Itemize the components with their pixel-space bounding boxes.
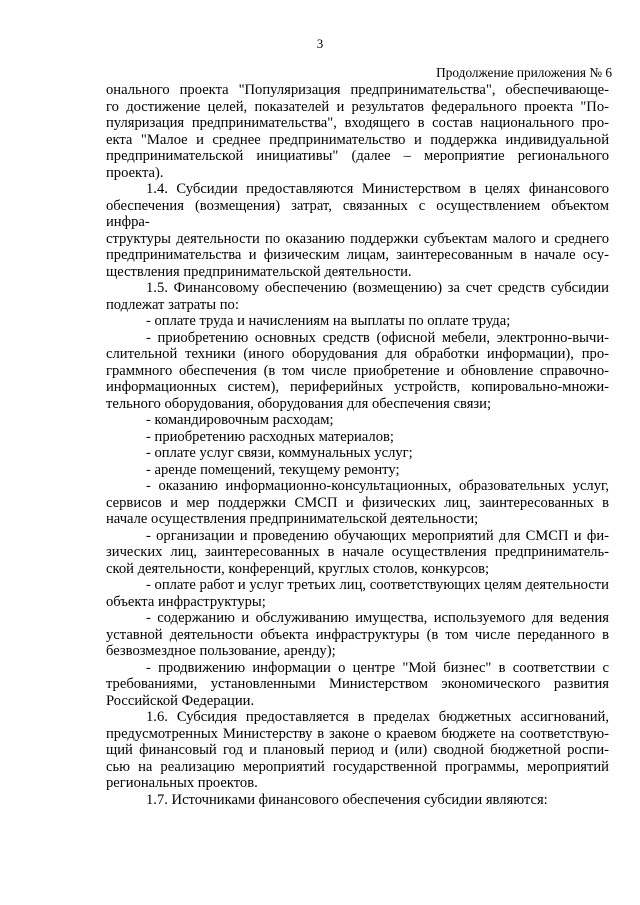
text-line: объекта инфраструктуры; — [106, 593, 266, 610]
text-line: екта "Малое и среднее предпринимательство и поддержка индивидуальной — [106, 131, 609, 148]
text-line: онального проекта "Популяризация предпринимательства", обеспечивающе- — [106, 82, 609, 98]
text-line: информационных систем), периферийных устройств, копировально-множи- — [106, 379, 609, 395]
text-line: го достижение целей, показателей и результатов федерального проекта "По- — [106, 98, 609, 115]
text-line: проекта). — [106, 164, 164, 181]
text-line: предусмотренных Министерству в законе о краевом бюджете на соответствую- — [106, 725, 609, 742]
text-line: - приобретению основных средств (офисной мебели, электронно-вычи- — [146, 329, 609, 346]
text-line: подлежат затраты по: — [106, 296, 239, 313]
text-line: ской деятельности, конференций, круглых столов, конкурсов; — [106, 560, 490, 577]
text-line: тельного оборудования, оборудования для обеспечения связи; — [106, 395, 492, 412]
text-line: граммного обеспечения (в том числе приобретение и обновление справочно- — [106, 362, 609, 379]
text-line: обеспечения (возмещения) затрат, связанных с осуществлением объектом инфра- — [106, 197, 609, 230]
text-line: - командировочным расходам; — [146, 412, 334, 428]
text-line: региональных проектов. — [106, 775, 258, 791]
text-line: структуры деятельности по оказанию поддержки субъектам малого и среднего — [106, 230, 609, 247]
appendix-continuation-header: Продолжение приложения № 6 — [436, 65, 612, 80]
text-line: - приобретению расходных материалов; — [146, 428, 394, 445]
text-line: ществления предпринимательской деятельности. — [106, 263, 412, 280]
text-line: - оплате работ и услуг третьих лиц, соответствующих целям деятельности — [146, 577, 609, 593]
text-line: пуляризация предпринимательства", входящего в состав национального про- — [106, 115, 609, 131]
text-line: - содержанию и обслуживанию имущества, используемого для ведения — [146, 610, 609, 626]
text-line: - продвижению информации о центре "Мой бизнес" в соответствии с — [146, 659, 609, 676]
text-line: безвозмездное пользование, аренду); — [106, 643, 336, 659]
text-line: 1.5. Финансовому обеспечению (возмещению) за счет средств субсидии — [146, 280, 609, 296]
text-line: зических лиц, заинтересованных в начале осуществления предприниматель- — [106, 544, 609, 560]
text-line: уставной деятельности объекта инфраструктуры (в том числе переданного в — [106, 626, 609, 643]
text-line: 1.4. Субсидии предоставляются Министерством в целях финансового — [146, 181, 609, 197]
text-line: - аренде помещений, текущему ремонту; — [146, 461, 400, 478]
text-line: 1.7. Источниками финансового обеспечения субсидии являются: — [146, 791, 548, 808]
text-line: сервисов и мер поддержки СМСП и физических лиц, заинтересованных в — [106, 494, 609, 511]
text-line: начале осуществления предпринимательской деятельности; — [106, 511, 479, 527]
text-line: 1.6. Субсидия предоставляется в пределах бюджетных ассигнований, — [146, 709, 609, 725]
document-body — [106, 82, 609, 808]
text-line: слительной техники (иного оборудования для обработки информации), про- — [106, 346, 609, 362]
text-line: сью на реализацию мероприятий государственной программы, мероприятий — [106, 758, 609, 775]
text-line: - оказанию информационно-консультационных, образовательных услуг, — [146, 478, 609, 494]
text-line: предпринимательской инициативы" (далее – мероприятие регионального — [106, 148, 609, 164]
text-line: - организации и проведению обучающих мероприятий для СМСП и фи- — [146, 527, 609, 544]
text-line: предпринимательства и физическим лицам, заинтересованным в начале осу- — [106, 247, 609, 263]
page-number: 3 — [316, 36, 324, 51]
text-line: щий финансовый год и плановый период и (или) сводной бюджетной роспи- — [106, 742, 609, 758]
text-line: требованиями, установленными Министерством экономического развития — [106, 676, 609, 692]
text-line: - оплате труда и начислениям на выплаты по оплате труда; — [146, 313, 511, 329]
text-line: Российской Федерации. — [106, 692, 255, 709]
text-line: - оплате услуг связи, коммунальных услуг; — [146, 445, 413, 461]
